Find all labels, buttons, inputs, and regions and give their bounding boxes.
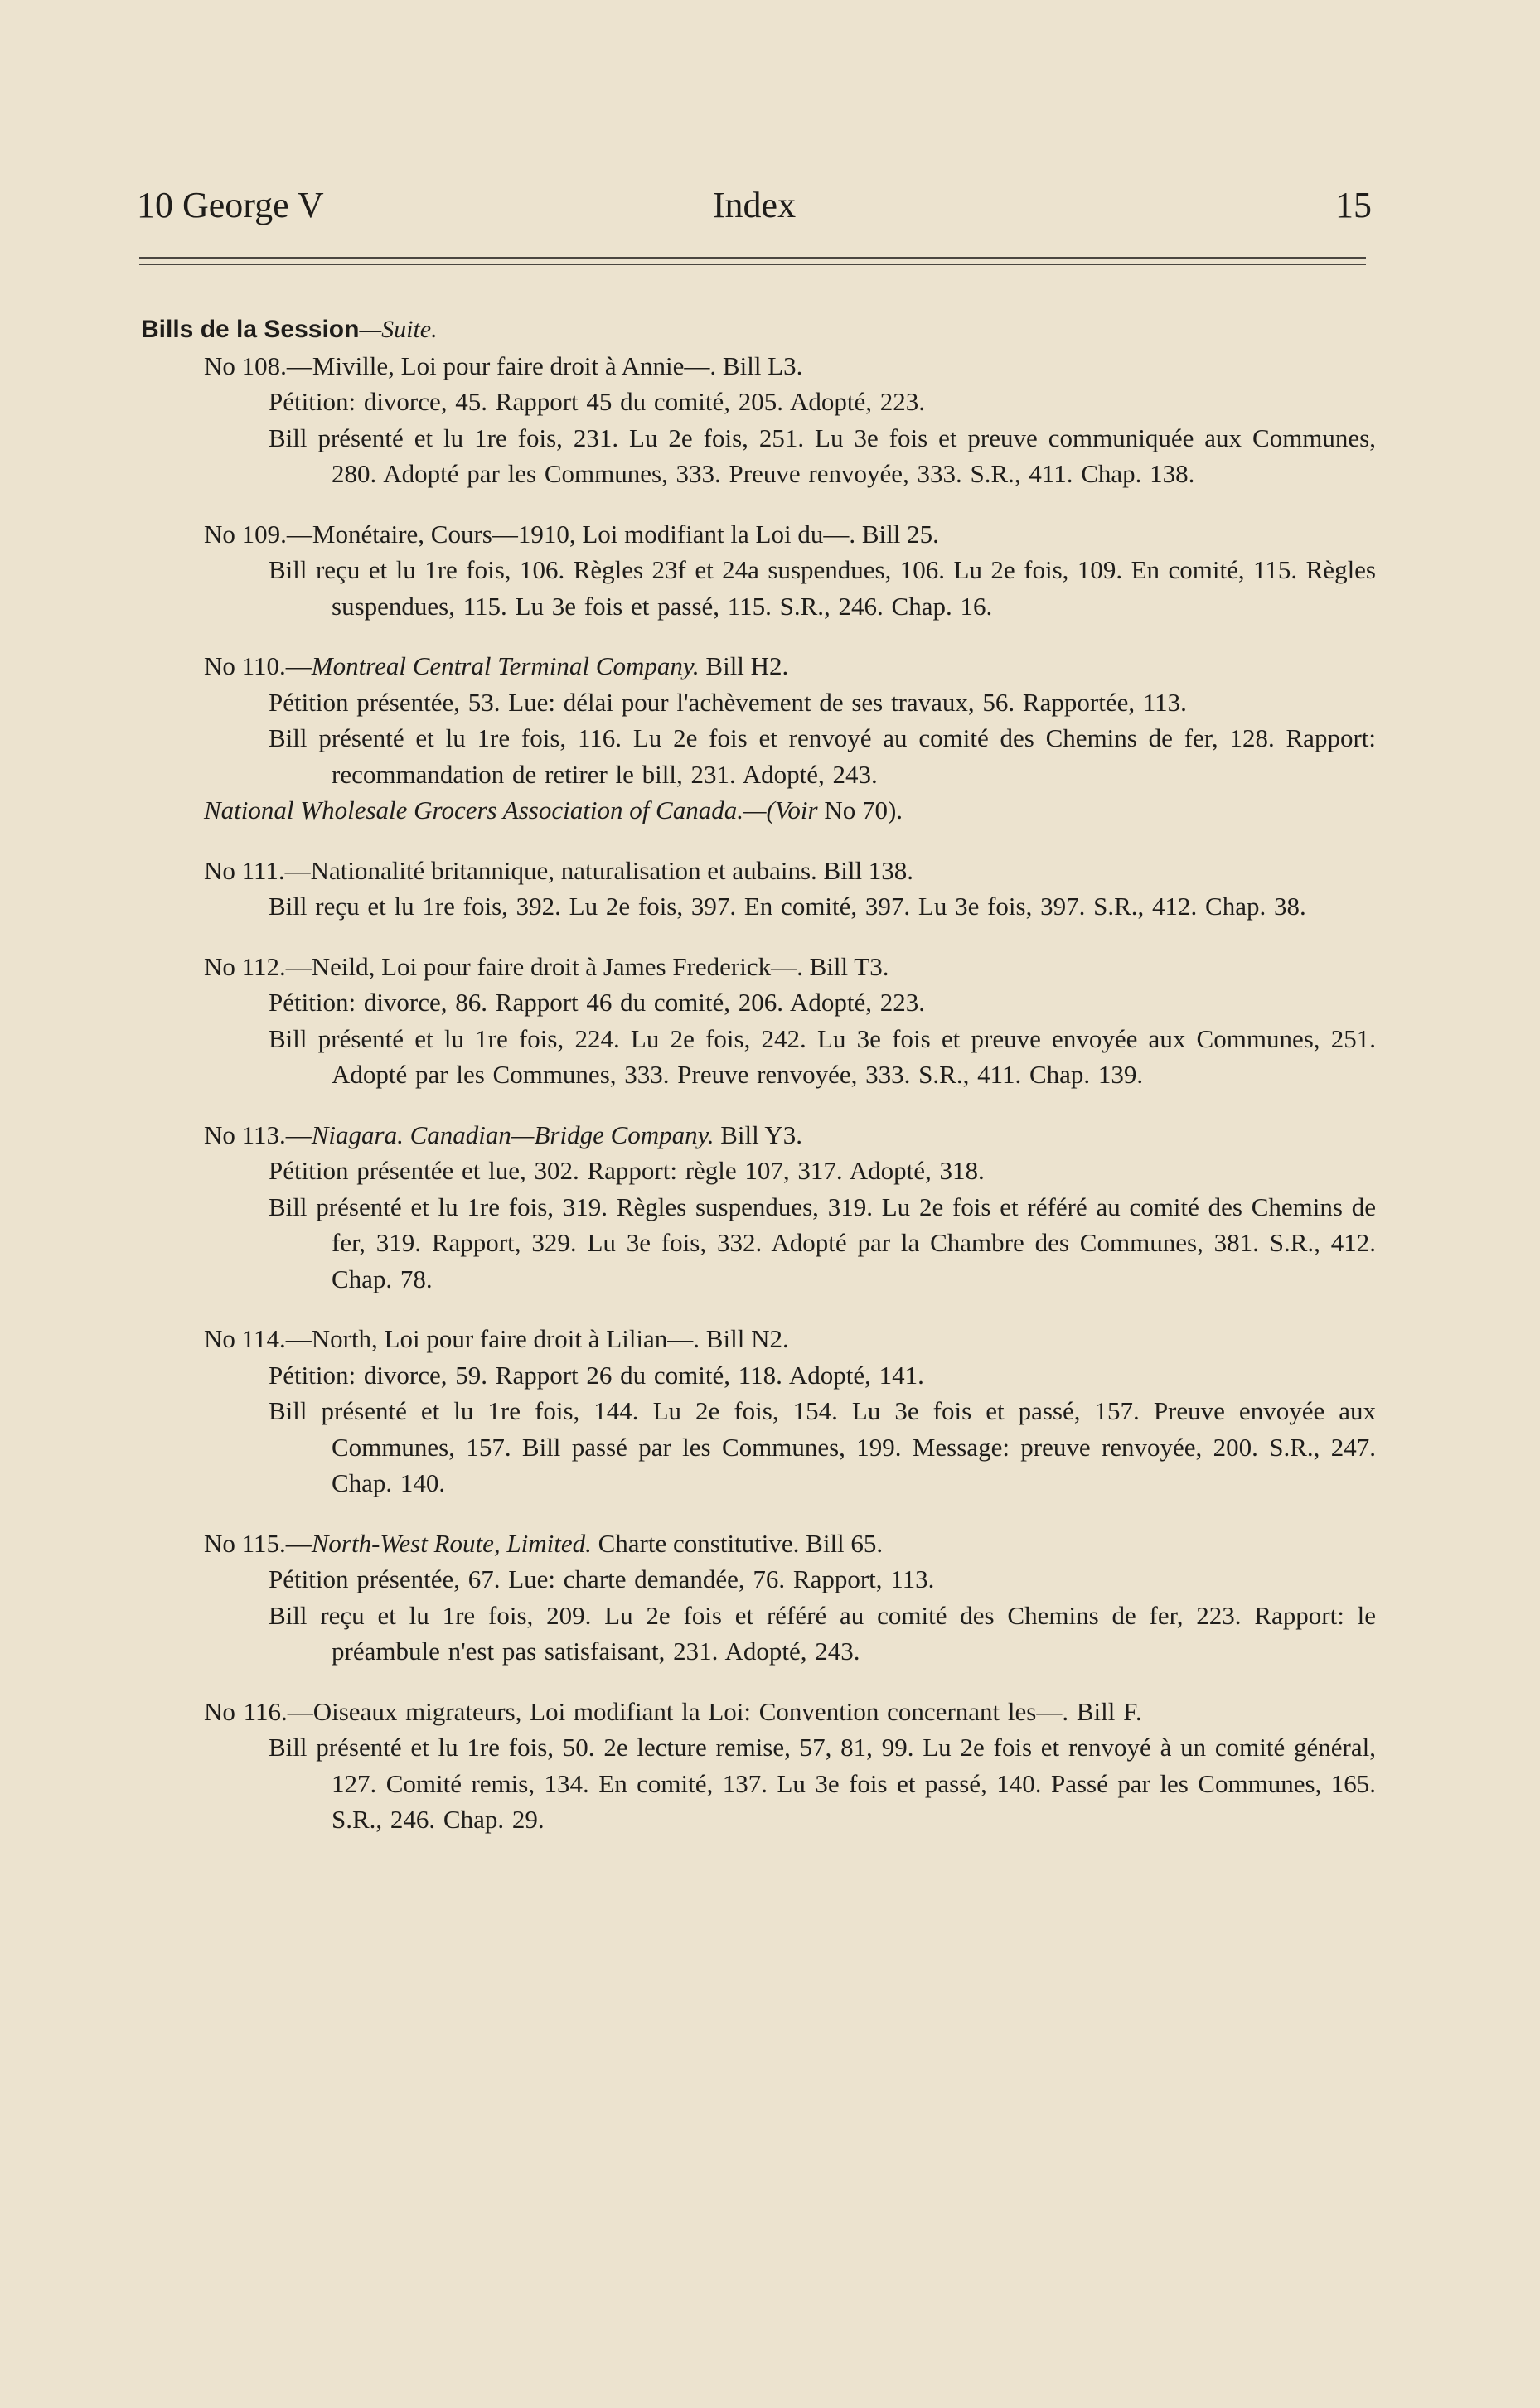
entry-heading: No 110.—Montreal Central Terminal Company. Bill H2. — [204, 651, 789, 680]
entry-paragraph: Pétition: divorce, 59. Rapport 26 du comité, 118. Adopté, 141. — [269, 1360, 924, 1390]
header-rule — [139, 257, 1366, 270]
entry-paragraph: Bill présenté et lu 1re fois, 116. Lu 2e fois et renvoyé au comité des Chemins de fer, 128. Rapport: recommandation de retirer le bill, 231. Adopté, 243. — [269, 723, 1376, 789]
running-header — [137, 184, 1372, 234]
entry-heading: No 115.—North-West Route, Limited. Charte constitutive. Bill 65. — [204, 1528, 884, 1558]
entry-heading: No 112.—Neild, Loi pour faire droit à James Frederick—. Bill T3. — [204, 951, 889, 981]
index-entry — [141, 853, 1376, 925]
entry-paragraph: Pétition présentée et lue, 302. Rapport: règle 107, 317. Adopté, 318. — [269, 1156, 985, 1185]
index-entry — [141, 1526, 1376, 1670]
index-entry — [141, 1321, 1376, 1501]
entry-heading: No 113.—Niagara. Canadian—Bridge Company. Bill Y3. — [204, 1119, 802, 1149]
entry-paragraph: Bill reçu et lu 1re fois, 209. Lu 2e fois et référé au comité des Chemins de fer, 223. Rapport: le préambule n'est pas satisfaisant, 231. Adopté, 243. — [269, 1600, 1376, 1666]
entry-paragraph: Bill présenté et lu 1re fois, 319. Règles suspendues, 319. Lu 2e fois et référé au comité des Chemins de fer, 319. Rapport, 329. Lu 3e fois, 332. Adopté par la Chambre des Communes, 381. S.R., 412. Chap. 78. — [269, 1192, 1376, 1293]
header-title: Index — [712, 185, 797, 225]
index-entry — [141, 516, 1376, 625]
entry-paragraph: Bill présenté et lu 1re fois, 231. Lu 2e fois, 251. Lu 3e fois et preuve communiquée aux Communes, 280. Adopté par les Communes, 333. Preuve renvoyée, 333. S.R., 411. Chap. 138. — [269, 423, 1376, 488]
index-entry — [141, 648, 1376, 829]
entry-heading: No 109.—Monétaire, Cours—1910, Loi modifiant la Loi du—. Bill 25. — [204, 519, 939, 549]
header-regnal-year: 10 George V — [137, 185, 324, 225]
entry-heading: No 111.—Nationalité britannique, naturalisation et aubains. Bill 138. — [204, 855, 914, 885]
entry-paragraph: Bill présenté et lu 1re fois, 144. Lu 2e fois, 154. Lu 3e fois et passé, 157. Preuve envoyée aux Communes, 157. Bill passé par les Communes, 199. Message: preuve renvoyée, 200. S.R., 247. Chap. 140. — [269, 1396, 1376, 1497]
index-entry — [141, 949, 1376, 1093]
entry-heading: No 114.—North, Loi pour faire droit à Lilian—. Bill N2. — [204, 1324, 789, 1353]
entry-paragraph: Pétition présentée, 53. Lue: délai pour l'achèvement de ses travaux, 56. Rapportée, 113. — [269, 687, 1187, 717]
entry-paragraph: Pétition: divorce, 86. Rapport 46 du comité, 206. Adopté, 223. — [269, 988, 926, 1017]
entry-paragraph: Pétition présentée, 67. Lue: charte demandée, 76. Rapport, 113. — [269, 1564, 935, 1593]
cross-reference: National Wholesale Grocers Association of Canada.—(Voir No 70). — [204, 795, 903, 824]
entry-paragraph: Bill reçu et lu 1re fois, 392. Lu 2e fois, 397. En comité, 397. Lu 3e fois, 397. S.R., 412. Chap. 38. — [269, 892, 1306, 921]
entry-heading: No 116.—Oiseaux migrateurs, Loi modifiant la Loi: Convention concernant les—. Bill F. — [204, 1696, 1142, 1726]
index-entry — [141, 1694, 1376, 1838]
entry-paragraph: Bill présenté et lu 1re fois, 50. 2e lecture remise, 57, 81, 99. Lu 2e fois et renvoyé à un comité général, 127. Comité remis, 134. En comité, 137. Lu 3e fois et passé, 140. Passé par les Communes, 165. S.R., 246. Chap. 29. — [269, 1733, 1376, 1834]
entry-paragraph: Pétition: divorce, 45. Rapport 45 du comité, 205. Adopté, 223. — [269, 387, 926, 416]
entry-heading: No 108.—Miville, Loi pour faire droit à Annie—. Bill L3. — [204, 351, 803, 380]
section-heading: Bills de la Session—Suite. — [141, 316, 438, 343]
index-body — [141, 312, 1376, 1838]
entry-paragraph: Bill présenté et lu 1re fois, 224. Lu 2e fois, 242. Lu 3e fois et preuve envoyée aux Communes, 251. Adopté par les Communes, 333. Preuve renvoyée, 333. S.R., 411. Chap. 139. — [269, 1023, 1376, 1089]
index-entry — [141, 1117, 1376, 1298]
index-entry — [141, 348, 1376, 492]
entry-paragraph: Bill reçu et lu 1re fois, 106. Règles 23f et 24a suspendues, 106. Lu 2e fois, 109. En comité, 115. Règles suspendues, 115. Lu 3e fois et passé, 115. S.R., 246. Chap. 16. — [269, 555, 1376, 621]
page-number: 15 — [1335, 185, 1372, 225]
